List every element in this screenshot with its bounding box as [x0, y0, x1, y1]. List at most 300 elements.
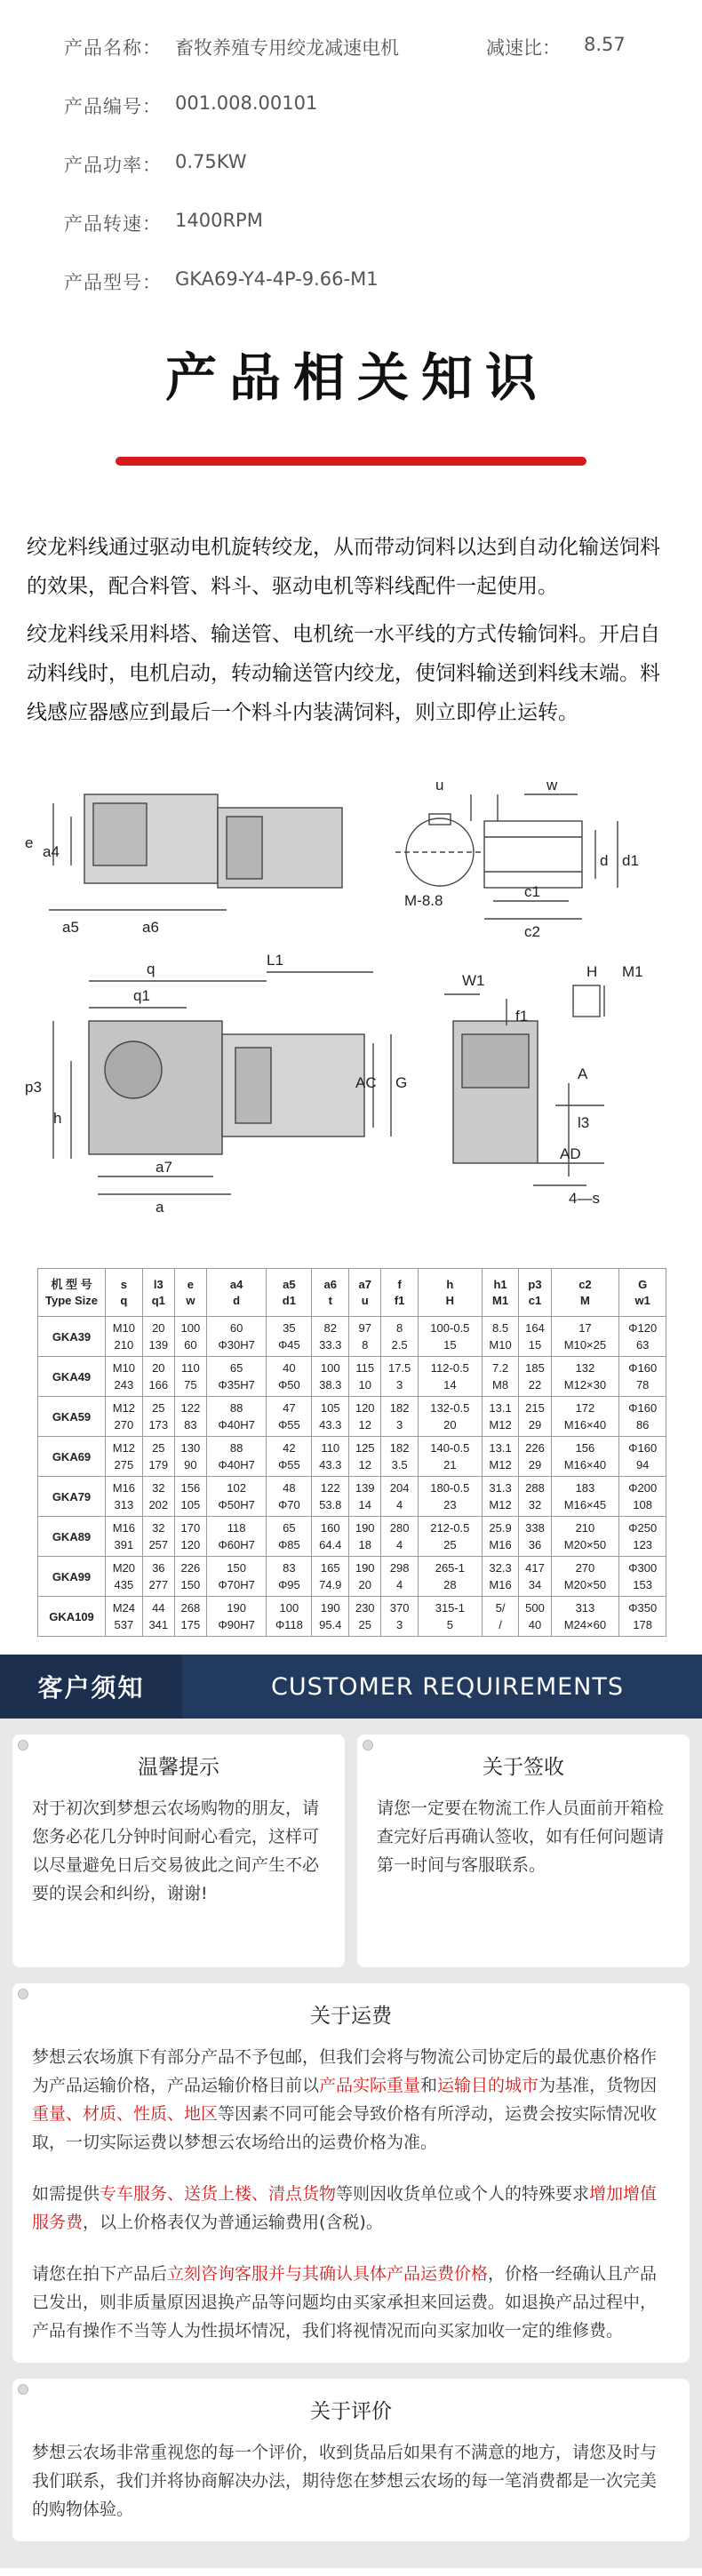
cell-top: 8: [396, 1321, 403, 1335]
spec-list: [0, 0, 702, 327]
cell-top: 226: [525, 1441, 545, 1455]
cell-top: 65: [229, 1361, 243, 1375]
dim-label: a4: [43, 843, 60, 860]
cell-bottom: 86: [635, 1418, 650, 1432]
table-cell: [142, 1597, 174, 1637]
cell-top: 47: [283, 1401, 296, 1415]
body-text: 和: [420, 2076, 438, 2095]
dim-label: q: [147, 961, 156, 977]
dim-label: w: [546, 777, 558, 794]
table-cell: [551, 1477, 619, 1517]
cell-bottom: 23: [443, 1498, 457, 1511]
table-cell: [551, 1317, 619, 1357]
cell-top: 132: [575, 1361, 595, 1375]
table-cell: [381, 1397, 419, 1437]
cell-top: 185: [525, 1361, 545, 1375]
header-bottom: M: [580, 1293, 590, 1307]
table-cell: [312, 1357, 349, 1397]
table-cell: [551, 1557, 619, 1597]
table-cell: [419, 1597, 483, 1637]
table-cell: [206, 1317, 266, 1357]
table-header-cell: [142, 1269, 174, 1317]
header-bottom: u: [361, 1293, 369, 1307]
table-cell: [142, 1357, 174, 1397]
table-cell: [419, 1477, 483, 1517]
spec-row-power: [64, 151, 702, 210]
cell-bottom: 14: [358, 1498, 371, 1511]
cell-top: 112-0.5: [430, 1361, 469, 1375]
dim-label: a: [156, 1199, 164, 1216]
cell-bottom: 210: [114, 1338, 134, 1352]
header-bottom: M1: [492, 1293, 509, 1307]
cell-top: 226: [180, 1561, 201, 1575]
cell-top: 65: [283, 1521, 296, 1535]
body-text: 如需提供: [32, 2184, 100, 2204]
cell-top: 88: [229, 1401, 243, 1415]
cell-top: 125: [355, 1441, 375, 1455]
cell-bottom: 12: [358, 1418, 371, 1432]
sign-title: 关于签收: [483, 1756, 564, 1779]
cell-top: 7.2: [492, 1361, 509, 1375]
spec-value: 001.008.00101: [175, 92, 318, 114]
cell-bottom: 75: [184, 1378, 197, 1392]
table-cell: [619, 1437, 666, 1477]
cell-bottom: 341: [148, 1618, 169, 1631]
cell-top: 280: [389, 1521, 410, 1535]
cell-bottom: Φ50H7: [218, 1498, 255, 1511]
cell-top: 82: [323, 1321, 337, 1335]
cell-bottom: M8: [492, 1378, 509, 1392]
table-cell: [106, 1517, 143, 1557]
cell-top: 105: [320, 1401, 340, 1415]
body-text: ，以上价格表仅为普通运输费用(含税)。: [83, 2213, 383, 2232]
table-header-cell: [106, 1269, 143, 1317]
cell-bottom: 34: [528, 1578, 542, 1591]
table-cell: [349, 1557, 381, 1597]
cell-bottom: Φ85: [277, 1538, 300, 1551]
dim-label: f1: [515, 1008, 529, 1025]
intro-paragraph: 绞龙料线采用料塔、输送管、电机统一水平线的方式传输饲料。开启自动料线时，电机启动，转动输送管内绞龙，使饲料输送到料线末端。料线感应器感应到最后一个料斗内装满饲料，则立即停止运转。: [27, 623, 660, 724]
cell-top: 500: [525, 1601, 545, 1615]
table-header-cell: [267, 1269, 312, 1317]
cell-bottom: 166: [148, 1378, 169, 1392]
cell-bottom: 10: [358, 1378, 371, 1392]
table-cell: [519, 1557, 551, 1597]
tips-card: [12, 1735, 345, 1967]
cell-bottom: Φ118: [275, 1618, 303, 1631]
cell-top: M24: [112, 1601, 136, 1615]
cell-bottom: 63: [635, 1338, 650, 1352]
table-header-cell: [381, 1269, 419, 1317]
cell-bottom: 74.9: [319, 1578, 342, 1591]
cell-bottom: 105: [180, 1498, 201, 1511]
table-header-cell: [551, 1269, 619, 1317]
cell-top: 288: [525, 1481, 545, 1495]
cell-bottom: 4: [396, 1538, 403, 1551]
cell-top: 150: [227, 1561, 246, 1575]
cell-bottom: M16: [489, 1578, 512, 1591]
cell-top: 60: [229, 1321, 243, 1335]
cell-bottom: 173: [148, 1418, 169, 1432]
cell-bottom: M10: [489, 1338, 512, 1352]
cell-top: 100: [279, 1601, 299, 1615]
cell-bottom: Φ60H7: [218, 1538, 255, 1551]
table-cell: [482, 1517, 519, 1557]
dim-label: c2: [524, 923, 540, 940]
table-header-cell: [174, 1269, 206, 1317]
cell-bottom: M12: [489, 1458, 512, 1471]
cell-top: M10: [112, 1321, 136, 1335]
dimension-table-wrap: [37, 1268, 666, 1637]
table-header-cell: [519, 1269, 551, 1317]
header-bottom: d1: [282, 1293, 296, 1307]
table-cell: [419, 1437, 483, 1477]
pin-icon: [18, 2384, 28, 2395]
table-cell: [142, 1437, 174, 1477]
cell-top: 156: [180, 1481, 201, 1495]
header-bottom: Type Size: [44, 1293, 98, 1307]
cell-top: 170: [180, 1521, 201, 1535]
cell-top: 83: [283, 1561, 296, 1575]
cell-bottom: 28: [443, 1578, 457, 1591]
cell-top: 165: [320, 1561, 340, 1575]
table-cell: [519, 1477, 551, 1517]
spec-row-speed: [64, 210, 702, 268]
header-top: h: [446, 1277, 454, 1291]
cell-top: 180-0.5: [430, 1481, 470, 1495]
notice-title-en: CUSTOMER REQUIREMENTS: [271, 1672, 624, 1701]
cell-bottom: 108: [633, 1498, 653, 1511]
spec-label: 产品转速：: [64, 213, 162, 235]
model-cell: GKA109: [38, 1597, 106, 1637]
header-bottom: q1: [151, 1293, 165, 1307]
table-cell: [519, 1597, 551, 1637]
cell-top: 118: [227, 1521, 246, 1535]
cell-bottom: 5: [446, 1618, 453, 1631]
model-cell: GKA39: [38, 1317, 106, 1357]
cell-top: 172: [575, 1401, 595, 1415]
intro-paragraph: 绞龙料线通过驱动电机旋转绞龙，从而带动饲料以达到自动化输送饲料的效果，配合料管、料斗、驱动电机等料线配件一起使用。: [27, 536, 660, 598]
cell-bottom: 435: [114, 1578, 134, 1591]
cell-bottom: 21: [443, 1458, 457, 1471]
cell-top: 36: [152, 1561, 165, 1575]
highlight-text: 专车服务、送货上楼、清点货物: [100, 2184, 337, 2204]
dimension-table: [37, 1268, 666, 1637]
cell-top: M20: [112, 1561, 136, 1575]
cell-top: 97: [358, 1321, 371, 1335]
cell-top: 44: [152, 1601, 165, 1615]
cell-bottom: 391: [114, 1538, 134, 1551]
red-divider: [116, 457, 586, 466]
body-text: 等则因收货单位或个人的特殊要求: [336, 2184, 590, 2204]
cell-top: 48: [283, 1481, 296, 1495]
table-cell: [142, 1517, 174, 1557]
spec-label: 产品编号：: [64, 96, 162, 117]
cell-bottom: 153: [633, 1578, 653, 1591]
header-top: a4: [229, 1277, 243, 1291]
table-row: [38, 1437, 666, 1477]
notice-title-cn: 客户须知: [0, 1655, 182, 1719]
table-cell: [419, 1317, 483, 1357]
table-cell: [349, 1397, 381, 1437]
shipping-paragraph: [32, 2260, 670, 2345]
header-bottom: c1: [528, 1293, 542, 1307]
cell-bottom: 78: [635, 1378, 650, 1392]
dim-label: L1: [267, 952, 283, 969]
cell-top: 182: [389, 1441, 410, 1455]
cell-bottom: 25: [358, 1618, 371, 1631]
table-cell: [482, 1357, 519, 1397]
table-cell: [349, 1517, 381, 1557]
table-cell: [174, 1517, 206, 1557]
table-cell: [267, 1517, 312, 1557]
table-cell: [619, 1517, 666, 1557]
cell-top: 110: [321, 1441, 340, 1455]
cell-bottom: Φ90H7: [218, 1618, 255, 1631]
table-cell: [381, 1557, 419, 1597]
header-top: 机 型 号: [51, 1277, 92, 1291]
table-cell: [419, 1517, 483, 1557]
dimension-drawings: [0, 768, 702, 1252]
dim-label: H: [586, 963, 598, 980]
cell-bottom: 94: [635, 1458, 650, 1471]
highlight-text: 重量、材质、性质、地区: [32, 2104, 219, 2124]
cell-bottom: 25: [443, 1538, 457, 1551]
cell-top: 270: [575, 1561, 595, 1575]
cell-top: 140-0.5: [430, 1441, 470, 1455]
header-bottom: w: [186, 1293, 195, 1307]
table-cell: [381, 1437, 419, 1477]
header-top: G: [638, 1277, 648, 1291]
table-cell: [267, 1357, 312, 1397]
cell-bottom: 8: [362, 1338, 369, 1352]
header-top: a5: [283, 1277, 296, 1291]
spec-value: GKA69-Y4-4P-9.66-M1: [175, 268, 379, 290]
table-cell: [174, 1397, 206, 1437]
table-header-cell: [349, 1269, 381, 1317]
table-cell: [312, 1317, 349, 1357]
header-bottom: q: [120, 1293, 128, 1307]
model-cell: GKA99: [38, 1557, 106, 1597]
cell-bottom: 83: [184, 1418, 197, 1432]
cell-bottom: 270: [114, 1418, 134, 1432]
table-header-cell: [419, 1269, 483, 1317]
cell-top: Φ300: [628, 1561, 658, 1575]
cell-top: 298: [389, 1561, 410, 1575]
table-cell: [381, 1317, 419, 1357]
table-cell: [312, 1437, 349, 1477]
table-cell: [482, 1317, 519, 1357]
table-cell: [267, 1317, 312, 1357]
header-bottom: w1: [634, 1293, 650, 1307]
table-cell: [312, 1597, 349, 1637]
cell-top: M16: [112, 1481, 136, 1495]
cell-top: 13.1: [489, 1401, 512, 1415]
cell-top: M12: [112, 1401, 136, 1415]
cell-bottom: 2.5: [391, 1338, 408, 1352]
cell-bottom: M12: [489, 1418, 512, 1432]
cell-bottom: /: [499, 1618, 502, 1631]
review-title: 关于评价: [310, 2400, 392, 2423]
cell-bottom: 95.4: [319, 1618, 342, 1631]
spec-value: 畜牧养殖专用绞龙减速电机: [175, 37, 399, 59]
sign-card: [357, 1735, 690, 1967]
pin-icon: [363, 1740, 373, 1751]
cell-bottom: Φ55: [277, 1418, 300, 1432]
header-bottom: H: [445, 1293, 455, 1307]
table-cell: [482, 1557, 519, 1597]
cell-top: Φ160: [628, 1441, 658, 1455]
cell-bottom: 150: [180, 1578, 201, 1591]
dim-label: AC: [355, 1074, 377, 1091]
dim-label: c1: [524, 883, 540, 900]
cell-top: 160: [320, 1521, 340, 1535]
cell-top: 190: [320, 1601, 340, 1615]
header-top: h1: [493, 1277, 507, 1291]
table-cell: [106, 1557, 143, 1597]
cell-bottom: 257: [148, 1538, 169, 1551]
cell-bottom: M20×50: [563, 1538, 607, 1551]
cell-top: Φ160: [628, 1361, 658, 1375]
cell-bottom: Φ40H7: [218, 1418, 255, 1432]
spec-value: 1400RPM: [175, 210, 263, 231]
table-cell: [174, 1437, 206, 1477]
table-cell: [619, 1357, 666, 1397]
pin-icon: [18, 1989, 28, 1999]
table-header-cell: [206, 1269, 266, 1317]
cell-bottom: 178: [633, 1618, 653, 1631]
cell-bottom: 12: [358, 1458, 371, 1471]
table-cell: [106, 1437, 143, 1477]
model-cell: GKA59: [38, 1397, 106, 1437]
notice-body: [0, 1719, 702, 2568]
cell-top: 265-1: [435, 1561, 465, 1575]
table-cell: [312, 1557, 349, 1597]
body-text: 请您在拍下产品后: [32, 2264, 168, 2284]
cell-top: 100: [320, 1361, 340, 1375]
cell-bottom: Φ70: [277, 1498, 300, 1511]
table-row: [38, 1517, 666, 1557]
header-bottom: d: [233, 1293, 241, 1307]
header-bottom: t: [328, 1293, 332, 1307]
spec-row-name: [64, 34, 702, 92]
dim-label: e: [25, 834, 34, 851]
ratio-label: 减速比：: [486, 37, 561, 59]
dim-label: 4—s: [569, 1190, 600, 1207]
table-row: [38, 1397, 666, 1437]
dim-label: l3: [578, 1114, 590, 1131]
section-heading: [0, 336, 702, 466]
table-cell: [142, 1557, 174, 1597]
cell-top: 204: [389, 1481, 410, 1495]
cell-bottom: 20: [443, 1418, 457, 1432]
shipping-card: [12, 1983, 690, 2363]
table-cell: [106, 1597, 143, 1637]
tips-title: 温馨提示: [138, 1756, 219, 1779]
cell-top: Φ350: [628, 1601, 658, 1615]
table-cell: [551, 1517, 619, 1557]
table-cell: [106, 1317, 143, 1357]
cell-top: 100: [180, 1321, 201, 1335]
highlight-text: 产品实际重量: [319, 2076, 421, 2095]
cell-top: 122: [320, 1481, 340, 1495]
cell-bottom: Φ95: [277, 1578, 300, 1591]
table-cell: [312, 1477, 349, 1517]
table-cell: [619, 1597, 666, 1637]
cell-top: 183: [575, 1481, 595, 1495]
table-cell: [419, 1397, 483, 1437]
cell-bottom: Φ70H7: [218, 1578, 255, 1591]
table-row: [38, 1477, 666, 1517]
sign-text: 请您一定要在物流工作人员面前开箱检查完好后再确认签收，如有任何问题请第一时间与客服联系。: [377, 1798, 665, 1875]
table-row: [38, 1317, 666, 1357]
cell-top: 25: [152, 1441, 165, 1455]
table-header-cell: [38, 1269, 106, 1317]
dim-label: a7: [156, 1159, 172, 1176]
dim-label: d1: [622, 852, 639, 869]
cell-top: 190: [355, 1521, 375, 1535]
cell-bottom: Φ35H7: [218, 1378, 255, 1392]
table-cell: [381, 1357, 419, 1397]
table-cell: [551, 1597, 619, 1637]
notice-banner: [0, 1655, 702, 1719]
spec-row-model: [64, 268, 702, 327]
cell-bottom: 14: [443, 1378, 457, 1392]
cell-top: 17: [578, 1321, 592, 1335]
dim-label: a5: [62, 919, 79, 936]
table-cell: [619, 1477, 666, 1517]
model-cell: GKA89: [38, 1517, 106, 1557]
table-cell: [419, 1357, 483, 1397]
cell-top: 164: [525, 1321, 545, 1335]
cell-bottom: 3: [396, 1418, 403, 1432]
table-cell: [142, 1397, 174, 1437]
table-cell: [267, 1397, 312, 1437]
cell-bottom: 3.5: [391, 1458, 408, 1471]
review-text: 梦想云农场非常重视您的每一个评价，收到货品后如果有不满意的地方，请您及时与我们联系，我们并将协商解决办法，期待您在梦想云农场的每一笔消费都是一次完美的购物体验。: [32, 2443, 658, 2519]
table-cell: [206, 1357, 266, 1397]
cell-top: Φ250: [628, 1521, 658, 1535]
cell-top: 5/: [495, 1601, 506, 1615]
cell-top: 139: [355, 1481, 375, 1495]
table-row: [38, 1597, 666, 1637]
shipping-paragraph: [32, 2180, 670, 2237]
dim-label: M1: [622, 963, 643, 980]
header-top: c2: [578, 1277, 592, 1291]
cell-top: 31.3: [489, 1481, 512, 1495]
cell-bottom: 38.3: [319, 1378, 342, 1392]
table-cell: [106, 1357, 143, 1397]
dim-label: G: [395, 1074, 408, 1091]
table-cell: [551, 1357, 619, 1397]
table-cell: [206, 1517, 266, 1557]
dim-label: M-8.8: [404, 892, 443, 909]
spec-label: 产品型号：: [64, 272, 162, 293]
cell-top: 370: [389, 1601, 410, 1615]
cell-bottom: 36: [528, 1538, 542, 1551]
cell-bottom: 20: [358, 1578, 371, 1591]
header-top: s: [120, 1277, 127, 1291]
cell-top: 13.1: [489, 1441, 512, 1455]
dim-label: u: [435, 777, 444, 794]
table-cell: [174, 1597, 206, 1637]
table-cell: [381, 1477, 419, 1517]
model-cell: GKA49: [38, 1357, 106, 1397]
header-bottom: f1: [394, 1293, 405, 1307]
dim-label: AD: [560, 1145, 581, 1162]
cell-top: M12: [112, 1441, 136, 1455]
cell-top: 88: [229, 1441, 243, 1455]
